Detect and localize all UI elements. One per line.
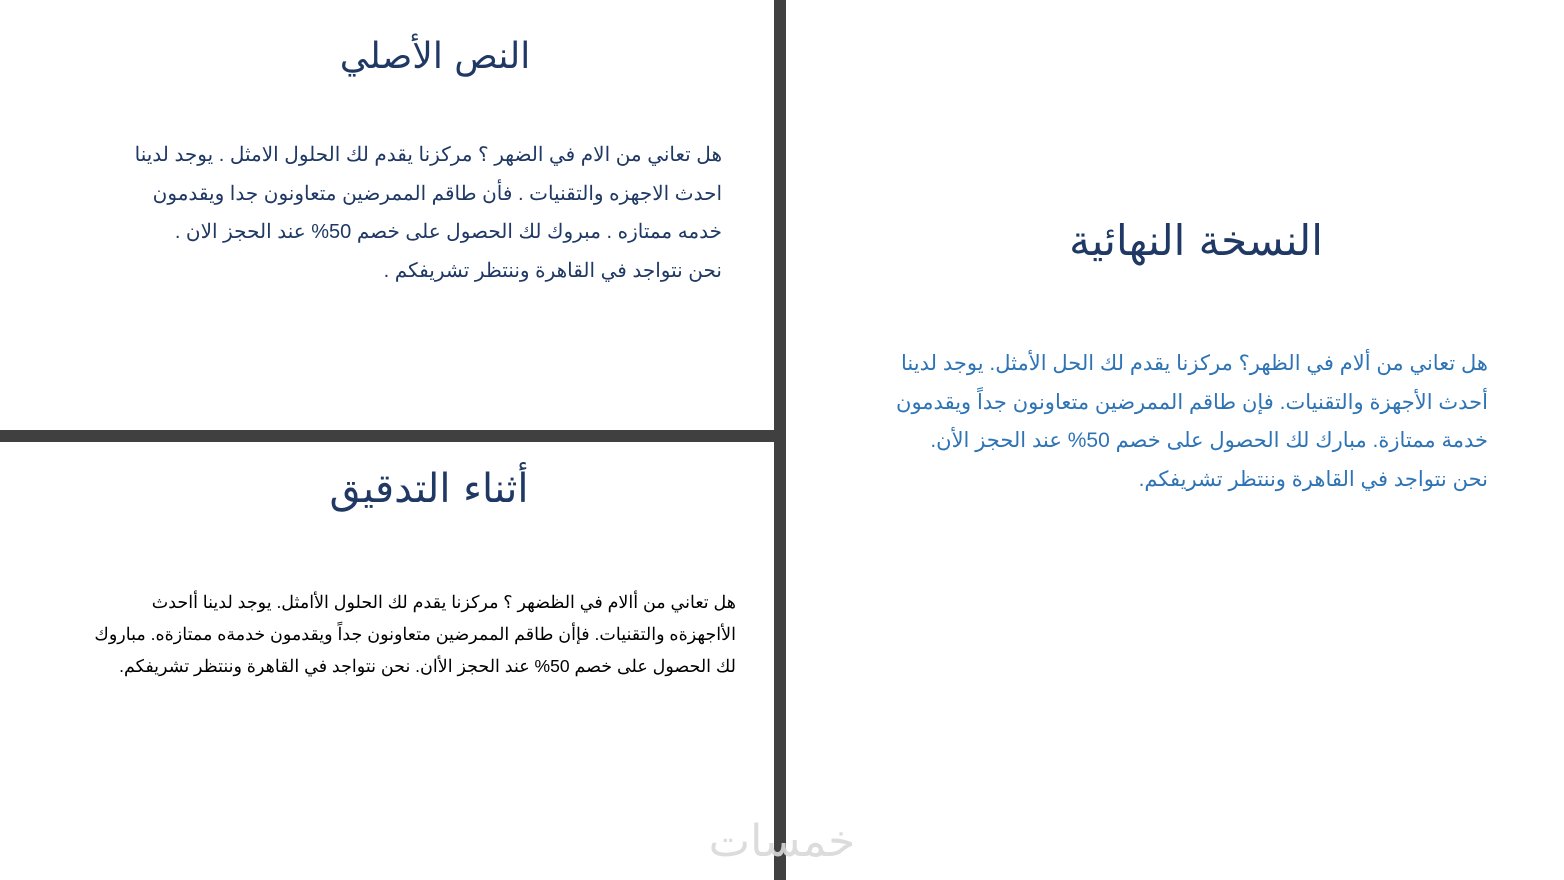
proofreading-panel [0, 442, 774, 880]
proofreading-title: أثناء التدقيق [329, 466, 529, 512]
proofreading-line: الأاجهزةه والتقنيات. فإأن طاقم الممرضين متعاونون جداً ويقدمون خدمةه ممتازةه. مباروك [94, 624, 736, 644]
final-version-panel [786, 0, 1564, 880]
original-text-panel [0, 0, 774, 430]
proofreading-line: هل تعاني من أالام في الظضهر ؟ مركزنا يقدم لك الحلول الأامثل. يوجد لدينا أاحدث [151, 592, 736, 612]
final-title: النسخة النهائية [1069, 216, 1323, 265]
final-line: نحن نتواجد في القاهرة وننتظر تشريفكم. [1138, 467, 1488, 491]
vertical-divider [774, 0, 786, 880]
watermark-logo: خمسات [708, 816, 856, 867]
proofreading-line: لك الحصول على خصم 50% عند الحجز الأان. نحن نتواجد في القاهرة وننتظر تشريفكم. [119, 656, 736, 676]
original-line: خدمه ممتازه . مبروك لك الحصول على خصم 50% عند الحجز الان . [174, 221, 722, 243]
proofreading-body [36, 586, 736, 682]
original-body [32, 136, 722, 290]
final-line: خدمة ممتازة. مبارك لك الحصول على خصم 50% عند الحجز الأن. [930, 429, 1488, 452]
horizontal-divider [0, 430, 774, 442]
original-line: نحن نتواجد في القاهرة وننتظر تشريفكم . [383, 259, 722, 282]
final-body [808, 345, 1488, 499]
original-line: احدث الاجهزه والتقنيات . فأن طاقم الممرضين متعاونون جدا ويقدمون [152, 182, 722, 205]
original-title: النص الأصلي [339, 36, 531, 77]
final-line: هل تعاني من ألام في الظهر؟ مركزنا يقدم لك الحل الأمثل. يوجد لدينا [901, 352, 1488, 375]
original-line: هل تعاني من الام في الضهر ؟ مركزنا يقدم لك الحلول الامثل . يوجد لدينا [134, 144, 722, 166]
final-line: أحدث الأجهزة والتقنيات. فإن طاقم الممرضين متعاونون جداً ويقدمون [896, 390, 1488, 414]
